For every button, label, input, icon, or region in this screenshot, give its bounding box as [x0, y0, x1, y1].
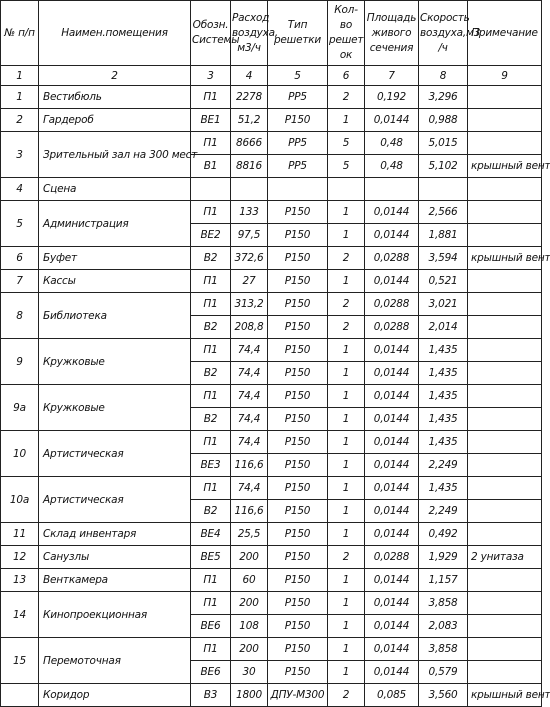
- air-flow: 133: [231, 201, 268, 224]
- column-number: 1: [1, 66, 39, 86]
- row-number: 8: [1, 293, 39, 339]
- free-area: 0,192: [365, 86, 419, 109]
- air-speed: 1,435: [419, 477, 468, 500]
- column-number: 6: [328, 66, 365, 86]
- grille-type: Р150: [268, 477, 328, 500]
- air-flow: 30: [231, 661, 268, 684]
- header-row: [1, 1, 542, 66]
- system-code: В3: [191, 684, 231, 707]
- note: [468, 339, 542, 362]
- column-number: 2: [39, 66, 191, 86]
- grille-type: Р150: [268, 247, 328, 270]
- note: [468, 661, 542, 684]
- note: [468, 615, 542, 638]
- air-speed: 1,157: [419, 569, 468, 592]
- note: [468, 408, 542, 431]
- column-number: 9: [468, 66, 542, 86]
- grille-type: Р150: [268, 592, 328, 615]
- air-speed: 0,521: [419, 270, 468, 293]
- air-flow: 1800: [231, 684, 268, 707]
- air-flow: 313,2: [231, 293, 268, 316]
- header-free-area: Площадь живого сечения: [365, 1, 419, 66]
- grille-type: Р150: [268, 316, 328, 339]
- air-flow: 8666: [231, 132, 268, 155]
- free-area: 0,0288: [365, 316, 419, 339]
- air-flow: 8816: [231, 155, 268, 178]
- grille-type: Р150: [268, 569, 328, 592]
- row-number: 9: [1, 339, 39, 385]
- free-area: 0,0144: [365, 661, 419, 684]
- room-name: Библиотека: [39, 293, 191, 339]
- free-area: 0,0144: [365, 500, 419, 523]
- table-row: [1, 385, 542, 408]
- system-code: П1: [191, 385, 231, 408]
- free-area: 0,0144: [365, 109, 419, 132]
- system-code: ВЕ2: [191, 224, 231, 247]
- air-speed: 2,249: [419, 454, 468, 477]
- air-flow: 74,4: [231, 339, 268, 362]
- free-area: 0,085: [365, 684, 419, 707]
- grille-type: Р150: [268, 408, 328, 431]
- table-row: [1, 592, 542, 615]
- grille-count: 1: [328, 569, 365, 592]
- row-number: 15: [1, 638, 39, 684]
- air-flow: 74,4: [231, 477, 268, 500]
- grille-count: 1: [328, 339, 365, 362]
- room-name: Кассы: [39, 270, 191, 293]
- grille-count: 1: [328, 385, 365, 408]
- grille-count: 1: [328, 362, 365, 385]
- air-speed: 3,021: [419, 293, 468, 316]
- table-row: [1, 293, 542, 316]
- note: 2 унитаза: [468, 546, 542, 569]
- air-flow: 74,4: [231, 408, 268, 431]
- grille-type: Р150: [268, 546, 328, 569]
- note: [468, 293, 542, 316]
- grille-type: Р150: [268, 500, 328, 523]
- air-speed: 0,988: [419, 109, 468, 132]
- note: [468, 109, 542, 132]
- room-name: Кружковые: [39, 385, 191, 431]
- air-flow: 116,6: [231, 454, 268, 477]
- air-speed: 2,014: [419, 316, 468, 339]
- grille-type: Р150: [268, 362, 328, 385]
- table-row: [1, 569, 542, 592]
- air-speed: 5,015: [419, 132, 468, 155]
- air-flow: 74,4: [231, 431, 268, 454]
- grille-count: 1: [328, 454, 365, 477]
- grille-count: 1: [328, 408, 365, 431]
- air-flow: 74,4: [231, 362, 268, 385]
- table-row: [1, 201, 542, 224]
- air-speed: 3,858: [419, 638, 468, 661]
- table-row: [1, 86, 542, 109]
- air-speed: 3,594: [419, 247, 468, 270]
- room-name: Венткамера: [39, 569, 191, 592]
- grille-count: 1: [328, 592, 365, 615]
- free-area: 0,0144: [365, 523, 419, 546]
- row-number: 3: [1, 132, 39, 178]
- note: крышный вент: [468, 155, 542, 178]
- row-number: 10: [1, 431, 39, 477]
- grille-type: Р150: [268, 638, 328, 661]
- grille-count: 1: [328, 523, 365, 546]
- system-code: В2: [191, 316, 231, 339]
- table-row: [1, 638, 542, 661]
- air-flow: 2278: [231, 86, 268, 109]
- free-area: 0,48: [365, 155, 419, 178]
- room-name: Склад инвентаря: [39, 523, 191, 546]
- system-code: П1: [191, 293, 231, 316]
- table-row: [1, 684, 542, 707]
- note: [468, 523, 542, 546]
- free-area: 0,0288: [365, 293, 419, 316]
- air-speed: 3,296: [419, 86, 468, 109]
- free-area: 0,0144: [365, 615, 419, 638]
- free-area: [365, 178, 419, 201]
- grille-count: 2: [328, 546, 365, 569]
- system-code: ВЕ1: [191, 109, 231, 132]
- system-code: ВЕ5: [191, 546, 231, 569]
- note: крышный вент: [468, 684, 542, 707]
- note: [468, 178, 542, 201]
- free-area: 0,48: [365, 132, 419, 155]
- header-grille-type: Тип решетки: [268, 1, 328, 66]
- grille-type: Р150: [268, 201, 328, 224]
- grille-count: 1: [328, 661, 365, 684]
- system-code: ВЕ4: [191, 523, 231, 546]
- grille-type: PP5: [268, 155, 328, 178]
- air-speed: 1,435: [419, 431, 468, 454]
- column-number: 8: [419, 66, 468, 86]
- air-flow: 97,5: [231, 224, 268, 247]
- table-row: [1, 109, 542, 132]
- note: [468, 454, 542, 477]
- grille-count: 2: [328, 86, 365, 109]
- grille-count: 1: [328, 500, 365, 523]
- air-speed: 0,579: [419, 661, 468, 684]
- room-name: Буфет: [39, 247, 191, 270]
- system-code: В2: [191, 362, 231, 385]
- room-name: Кинопроекционная: [39, 592, 191, 638]
- note: [468, 86, 542, 109]
- note: [468, 500, 542, 523]
- column-number: 4: [231, 66, 268, 86]
- air-flow: 116,6: [231, 500, 268, 523]
- system-code: [191, 178, 231, 201]
- free-area: 0,0144: [365, 431, 419, 454]
- row-number: 14: [1, 592, 39, 638]
- system-code: В1: [191, 155, 231, 178]
- free-area: 0,0144: [365, 201, 419, 224]
- note: [468, 592, 542, 615]
- header-air-flow: Расход воздуха, м3/ч: [231, 1, 268, 66]
- system-code: П1: [191, 339, 231, 362]
- free-area: 0,0144: [365, 385, 419, 408]
- table-row: [1, 247, 542, 270]
- system-code: П1: [191, 592, 231, 615]
- grille-count: 5: [328, 155, 365, 178]
- air-speed: 1,929: [419, 546, 468, 569]
- row-number: 2: [1, 109, 39, 132]
- air-flow: [231, 178, 268, 201]
- row-number: 1: [1, 86, 39, 109]
- grille-count: 1: [328, 109, 365, 132]
- row-number: 10а: [1, 477, 39, 523]
- system-code: П1: [191, 201, 231, 224]
- room-name: Коридор: [39, 684, 191, 707]
- grille-type: Р150: [268, 224, 328, 247]
- air-flow: 200: [231, 592, 268, 615]
- table-row: [1, 178, 542, 201]
- note: [468, 201, 542, 224]
- air-speed: 2,566: [419, 201, 468, 224]
- header-system: Обозн. Системы: [191, 1, 231, 66]
- grille-count: 1: [328, 201, 365, 224]
- row-number: 5: [1, 201, 39, 247]
- row-number: 4: [1, 178, 39, 201]
- table-row: [1, 132, 542, 155]
- air-flow: 60: [231, 569, 268, 592]
- free-area: 0,0288: [365, 546, 419, 569]
- grille-count: 1: [328, 615, 365, 638]
- header-note: Примечание: [468, 1, 542, 66]
- grille-type: ДПУ-М300: [268, 684, 328, 707]
- air-speed: [419, 178, 468, 201]
- grille-type: Р150: [268, 431, 328, 454]
- room-name: Санузлы: [39, 546, 191, 569]
- air-speed: 1,435: [419, 385, 468, 408]
- room-name: Гардероб: [39, 109, 191, 132]
- air-flow: 25,5: [231, 523, 268, 546]
- table-row: [1, 523, 542, 546]
- grille-count: 1: [328, 270, 365, 293]
- note: [468, 385, 542, 408]
- note: [468, 270, 542, 293]
- grille-count: 5: [328, 132, 365, 155]
- room-name: Кружковые: [39, 339, 191, 385]
- grille-type: Р150: [268, 615, 328, 638]
- room-name: Артистическая: [39, 477, 191, 523]
- air-speed: 0,492: [419, 523, 468, 546]
- grille-count: 1: [328, 431, 365, 454]
- system-code: ВЕ3: [191, 454, 231, 477]
- free-area: 0,0288: [365, 247, 419, 270]
- table-row: [1, 477, 542, 500]
- air-flow: 108: [231, 615, 268, 638]
- free-area: 0,0144: [365, 569, 419, 592]
- system-code: П1: [191, 431, 231, 454]
- column-number-row: [1, 66, 542, 86]
- note: [468, 569, 542, 592]
- system-code: В2: [191, 408, 231, 431]
- room-name: Сцена: [39, 178, 191, 201]
- column-number: 5: [268, 66, 328, 86]
- system-code: П1: [191, 270, 231, 293]
- room-name: Артистическая: [39, 431, 191, 477]
- free-area: 0,0144: [365, 270, 419, 293]
- grille-count: 2: [328, 316, 365, 339]
- header-number: № п/п: [1, 1, 39, 66]
- grille-type: Р150: [268, 661, 328, 684]
- free-area: 0,0144: [365, 638, 419, 661]
- note: [468, 362, 542, 385]
- system-code: П1: [191, 86, 231, 109]
- row-number: 7: [1, 270, 39, 293]
- free-area: 0,0144: [365, 592, 419, 615]
- system-code: П1: [191, 477, 231, 500]
- grille-type: Р150: [268, 339, 328, 362]
- air-speed: 3,858: [419, 592, 468, 615]
- note: [468, 224, 542, 247]
- grille-type: Р150: [268, 385, 328, 408]
- table-row: [1, 339, 542, 362]
- free-area: 0,0144: [365, 454, 419, 477]
- system-code: П1: [191, 569, 231, 592]
- row-number: 11: [1, 523, 39, 546]
- grille-type: Р150: [268, 293, 328, 316]
- free-area: 0,0144: [365, 339, 419, 362]
- system-code: П1: [191, 132, 231, 155]
- grille-type: [268, 178, 328, 201]
- air-speed: 2,249: [419, 500, 468, 523]
- note: [468, 316, 542, 339]
- air-speed: 1,435: [419, 362, 468, 385]
- air-speed: 3,560: [419, 684, 468, 707]
- row-number: 13: [1, 569, 39, 592]
- air-flow: 208,8: [231, 316, 268, 339]
- free-area: 0,0144: [365, 362, 419, 385]
- air-flow: 74,4: [231, 385, 268, 408]
- free-area: 0,0144: [365, 224, 419, 247]
- grille-type: Р150: [268, 270, 328, 293]
- row-number: [1, 684, 39, 707]
- system-code: ВЕ6: [191, 615, 231, 638]
- table-row: [1, 431, 542, 454]
- grille-count: 1: [328, 224, 365, 247]
- air-flow: 51,2: [231, 109, 268, 132]
- air-flow: 27: [231, 270, 268, 293]
- grille-count: 1: [328, 638, 365, 661]
- table-row: [1, 546, 542, 569]
- grille-count: 2: [328, 684, 365, 707]
- free-area: 0,0144: [365, 477, 419, 500]
- row-number: 9а: [1, 385, 39, 431]
- room-name: Зрительный зал на 300 мест: [39, 132, 191, 178]
- air-flow: 200: [231, 546, 268, 569]
- air-speed: 2,083: [419, 615, 468, 638]
- row-number: 12: [1, 546, 39, 569]
- header-air-speed: Скорость воздуха,м3 /ч: [419, 1, 468, 66]
- room-name: Перемоточная: [39, 638, 191, 684]
- note: [468, 638, 542, 661]
- room-name: Вестибюль: [39, 86, 191, 109]
- grille-type: PP5: [268, 132, 328, 155]
- grille-type: Р150: [268, 454, 328, 477]
- grille-count: 2: [328, 247, 365, 270]
- air-flow: 200: [231, 638, 268, 661]
- air-flow: 372,6: [231, 247, 268, 270]
- note: [468, 477, 542, 500]
- header-room-name: Наимен.помещения: [39, 1, 191, 66]
- note: [468, 431, 542, 454]
- free-area: 0,0144: [365, 408, 419, 431]
- air-speed: 1,435: [419, 408, 468, 431]
- system-code: ВЕ6: [191, 661, 231, 684]
- air-speed: 5,102: [419, 155, 468, 178]
- grille-count: 1: [328, 477, 365, 500]
- system-code: В2: [191, 500, 231, 523]
- grille-type: Р150: [268, 109, 328, 132]
- column-number: 7: [365, 66, 419, 86]
- table-row: [1, 270, 542, 293]
- system-code: П1: [191, 638, 231, 661]
- note: [468, 132, 542, 155]
- room-name: Администрация: [39, 201, 191, 247]
- grille-count: 2: [328, 293, 365, 316]
- header-grille-count: Кол-во решет ок: [328, 1, 365, 66]
- note: крышный вент: [468, 247, 542, 270]
- grille-count: [328, 178, 365, 201]
- grille-type: Р150: [268, 523, 328, 546]
- grille-type: PP5: [268, 86, 328, 109]
- column-number: 3: [191, 66, 231, 86]
- air-speed: 1,881: [419, 224, 468, 247]
- air-speed: 1,435: [419, 339, 468, 362]
- system-code: В2: [191, 247, 231, 270]
- row-number: 6: [1, 247, 39, 270]
